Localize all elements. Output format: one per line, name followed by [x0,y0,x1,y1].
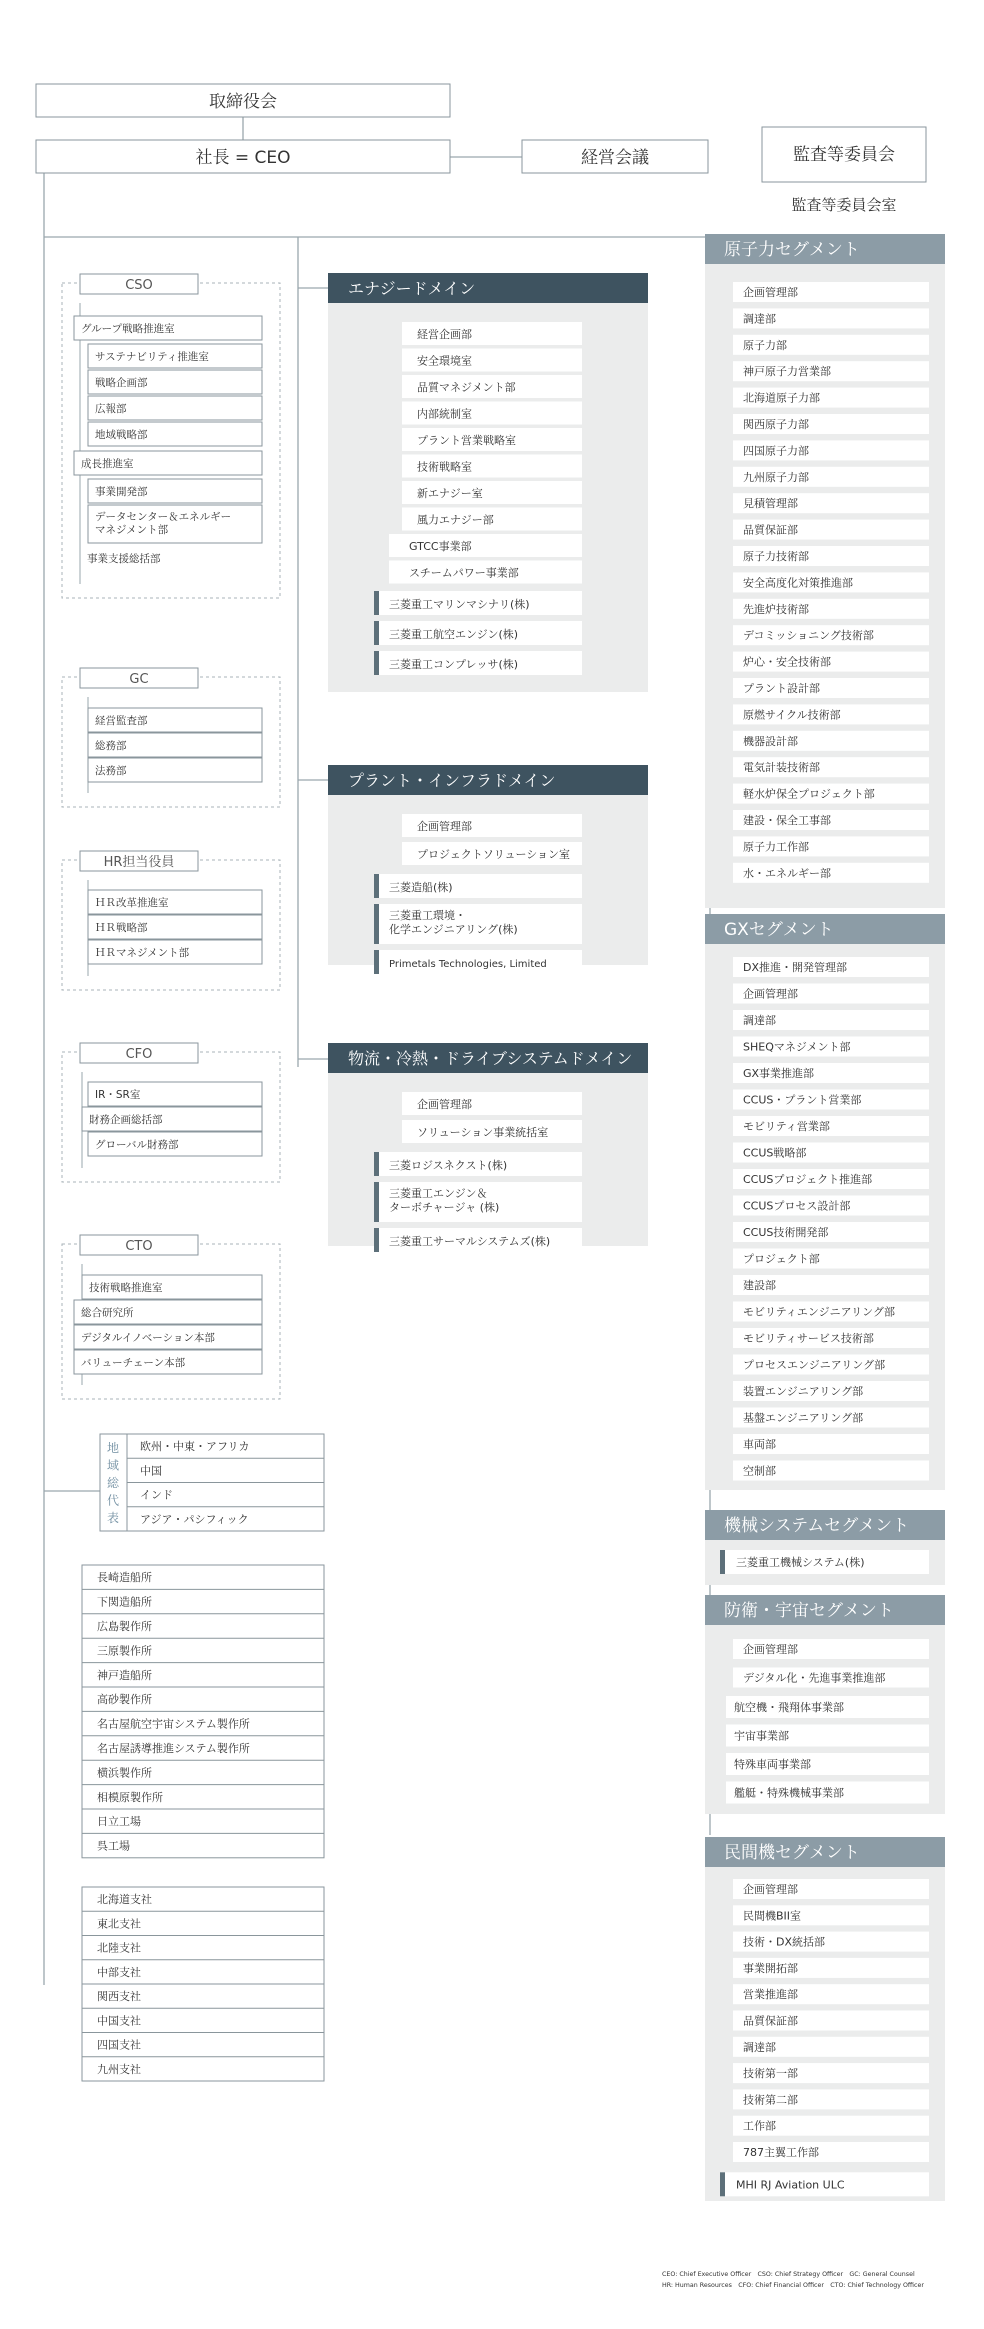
division-label: スチームパワー事業部 [409,566,519,580]
department-label: 経営監査部 [95,715,148,727]
department-label: 車両部 [743,1438,776,1451]
civil-segment [705,1837,945,2201]
department-label: 建設・保全工事部 [743,814,831,827]
group-company-marker [374,1228,379,1252]
list-item-label: 名古屋誘導推進システム製作所 [97,1742,250,1755]
department-label: 総合研究所 [81,1307,134,1319]
division-label: GTCC事業部 [409,540,472,553]
department-label: ＨＲ戦略部 [95,922,148,934]
list-item-label: 中国支社 [97,2014,141,2028]
region-label: 中国 [140,1464,162,1478]
department-label: 品質保証部 [743,523,798,537]
department-label: プロジェクト部 [743,1252,820,1266]
region-label: インド [140,1488,173,1502]
plant-domain [328,765,648,974]
department-label: 建設部 [743,1279,776,1292]
department-label: 技術第二部 [743,2093,798,2107]
department-label: ＨＲ改革推進室 [95,897,169,909]
region-label: アジア・パシフィック [140,1512,249,1526]
department-label: 調達部 [743,2040,776,2054]
footnote-line-2: HR: Human Resources CFO: Chief Financial Officer CTO: Chief Technology Officer [662,2282,924,2289]
department-label: 調達部 [743,1014,776,1027]
region-label: 欧州・中東・アフリカ [140,1440,250,1453]
department-label: 新エナジー室 [417,487,483,500]
management-meeting-label: 経営会議 [581,148,649,168]
group-company-label: 三菱重工サーマルシステムズ(株) [389,1235,551,1248]
department-label: 戦略企画部 [95,377,148,389]
division-label: 艦艇・特殊機械事業部 [734,1786,844,1800]
department-label: 北海道原子力部 [743,391,820,405]
department-label: 原燃サイクル技術部 [743,708,841,722]
department-label: 法務部 [95,765,127,777]
list-item-label: 相模原製作所 [97,1790,163,1804]
logistics-domain-title: 物流・冷熱・ドライブシステムドメイン [348,1049,633,1068]
department-label: 品質保証部 [743,2014,798,2028]
group-company-label: 三菱重工コンプレッサ(株) [389,658,519,671]
department-label: モビリティエンジニアリング部 [743,1305,895,1319]
department-label: ソリューション事業統括室 [417,1126,549,1139]
nuclear-segment-title: 原子力セグメント [724,240,860,260]
cfo-group [62,1043,280,1182]
department-label: 企画管理部 [743,1883,798,1896]
department-label: 風力エナジー部 [417,513,494,527]
list-item-label: 四国支社 [97,2038,141,2052]
gc-group [62,668,280,807]
regional-label: 地域総代表 [106,1441,120,1525]
audit-office-label: 監査等委員会室 [791,196,897,214]
department-label: 安全環境室 [417,354,472,368]
department-label: 企画管理部 [743,987,798,1001]
cto-group-title: CTO [125,1239,153,1254]
list-item-label: 広島製作所 [97,1620,152,1633]
department-label: データセンター＆エネルギーマネジメント部 [95,511,232,537]
department-label: 品質マネジメント部 [417,381,516,394]
department-label: 経営企画部 [417,328,472,341]
group-company-marker [374,621,379,645]
department-label: 安全高度化対策推進部 [743,576,853,590]
list-item-label: 東北支社 [97,1917,141,1931]
defense-segment [705,1595,945,1814]
division-label: 特殊車両事業部 [734,1758,811,1771]
group-company-label: 三菱重工エンジン＆ターボチャージャ (株) [389,1187,500,1214]
group-company-label: 三菱造船(株) [389,881,453,894]
defense-segment-title: 防衛・宇宙セグメント [724,1601,894,1621]
department-label: プロセスエンジニアリング部 [743,1358,886,1372]
department-label: SHEQマネジメント部 [743,1040,851,1054]
department-label: デジタル化・先進事業推進部 [743,1671,886,1685]
department-label: 事業支援総括部 [87,553,161,565]
group-company-marker [374,904,379,944]
department-label: 企画管理部 [417,820,472,833]
board-box [36,84,450,117]
department-label: プロジェクトソリューション室 [417,848,571,861]
list-item-label: 日立工場 [97,1815,141,1829]
nuclear-segment [705,234,945,908]
department-label: 民間機BII室 [743,1909,802,1923]
department-label: 技術・DX統括部 [743,1935,826,1949]
department-label: 装置エンジニアリング部 [743,1385,864,1398]
department-label: プラント設計部 [743,682,820,695]
department-label: 工作部 [743,2119,776,2133]
list-item-label: 北海道支社 [97,1893,152,1907]
cfo-group-title: CFO [125,1047,153,1062]
department-label: CCUS技術開発部 [743,1226,829,1239]
gc-group-title: GC [129,672,149,687]
audit-committee-label: 監査等委員会 [793,145,895,165]
group-company-label: 三菱重工マリンマシナリ(株) [389,598,530,611]
machinery-segment [705,1510,945,1585]
list-item-label: 下関造船所 [97,1595,152,1609]
department-label: 炉心・安全技術部 [743,655,831,669]
list-item-label: 横浜製作所 [97,1766,152,1780]
department-label: グローバル財務部 [95,1139,179,1151]
organization-groups [62,234,945,2201]
department-label: モビリティ営業部 [743,1120,830,1133]
hr-group-title: HR担当役員 [103,855,175,870]
list-item-label: 中部支社 [97,1965,141,1979]
civil-segment-title: 民間機セグメント [724,1843,860,1863]
list-item-label: 高砂製作所 [97,1693,152,1707]
group-company-marker [374,874,379,898]
department-label: CCUS戦略部 [743,1146,807,1160]
energy-domain [328,273,648,692]
department-label: 技術戦略推進室 [89,1282,163,1294]
group-company-marker [374,1182,379,1222]
department-label: 基盤エンジニアリング部 [743,1411,864,1425]
list-item-label: 北陸支社 [97,1941,141,1955]
department-label: 九州原子力部 [743,470,809,484]
group-company-label: 三菱ロジスネクスト(株) [389,1159,508,1172]
department-label: 内部統制室 [417,407,472,421]
regional-representatives [100,1434,324,1531]
department-label: ＨＲマネジメント部 [95,947,190,959]
list-item-label: 名古屋航空宇宙システム製作所 [97,1717,250,1731]
group-company-marker [374,651,379,675]
department-label: 神戸原子力営業部 [743,365,831,379]
department-label: 調達部 [743,312,776,326]
department-label: 成長推進室 [81,458,134,470]
department-label: 企画管理部 [743,286,798,299]
department-label: モビリティサービス技術部 [743,1332,874,1345]
group-company-marker [374,950,379,974]
group-company-label: 三菱重工航空エンジン(株) [389,628,519,641]
energy-domain-title: エナジードメイン [348,279,476,298]
department-label: サステナビリティ推進室 [95,351,209,363]
group-company-marker [374,591,379,615]
hr-group [62,851,280,990]
group-company-label: 三菱重工環境・化学エンジニアリング(株) [389,909,518,936]
department-label: 軽水炉保全プロジェクト部 [743,787,875,801]
department-label: GX事業推進部 [743,1067,815,1080]
machinery-segment-title: 機械システムセグメント [724,1516,910,1536]
department-label: CCUSプロセス設計部 [743,1199,851,1213]
department-label: 財務企画総括部 [89,1114,163,1126]
cso-group-title: CSO [125,278,153,293]
cto-group [62,1235,280,1399]
department-label: CCUS・プラント営業部 [743,1093,862,1107]
group-company-marker [720,1550,725,1574]
department-label: 技術第一部 [743,2067,798,2081]
gx-segment [705,914,945,1490]
list-item-label: 関西支社 [97,1990,141,2004]
group-company-label: 三菱重工機械システム(株) [736,1556,865,1569]
department-label: バリューチェーン本部 [81,1357,186,1369]
department-label: 企画管理部 [417,1098,472,1111]
footnote-line-1: CEO: Chief Executive Officer CSO: Chief Strategy Officer GC: General Counsel [662,2271,915,2278]
department-label: 787主翼工作部 [743,2146,819,2159]
gx-segment-title: GXセグメント [724,920,834,940]
department-label: IR・SR室 [95,1089,141,1101]
plant-domain-title: プラント・インフラドメイン [348,771,556,790]
department-label: 広報部 [95,403,127,415]
department-label: 四国原子力部 [743,444,809,458]
department-label: 原子力技術部 [743,550,809,563]
logistics-domain [328,1043,648,1252]
group-company-marker [374,1152,379,1176]
ceo-label: 社長 = CEO [195,148,291,168]
cso-group [62,274,280,598]
department-label: 先進炉技術部 [743,602,809,616]
audit-committee-box [762,127,926,182]
department-label: 地域戦略部 [95,429,148,441]
department-label: 企画管理部 [743,1643,798,1656]
branches-list [82,1887,324,2081]
department-label: DX推進・開発管理部 [743,961,848,974]
board-label: 取締役会 [209,92,277,112]
department-label: 事業開発部 [95,486,148,498]
department-label: 原子力部 [743,338,787,352]
department-label: 営業推進部 [743,1988,798,2002]
ceo-box [36,140,450,173]
department-label: 機器設計部 [743,734,798,748]
department-label: デコミッショニング技術部 [743,629,874,643]
works-list [82,1565,324,1858]
department-label: CCUSプロジェクト推進部 [743,1173,873,1186]
department-label: プラント営業戦略室 [417,434,516,447]
group-company-marker [720,2172,725,2196]
department-label: 総務部 [95,740,127,752]
department-label: 技術戦略室 [417,460,472,474]
department-label: 電気計装技術部 [743,761,820,775]
list-item-label: 三原製作所 [97,1644,152,1658]
department-label: 関西原子力部 [743,418,809,431]
department-label: 原子力工作部 [743,840,809,854]
management-meeting-box [522,140,708,173]
list-item-label: 神戸造船所 [97,1668,152,1682]
division-label: 宇宙事業部 [734,1729,789,1743]
list-item-label: 長崎造船所 [97,1571,152,1585]
division-label: 航空機・飛翔体事業部 [734,1701,844,1714]
group-company-label: MHI RJ Aviation ULC [736,2178,845,2192]
department-label: 空制部 [743,1464,776,1478]
list-item-label: 九州支社 [97,2062,141,2076]
department-label: 見積管理部 [743,497,798,511]
group-company-label: Primetals Technologies, Limited [389,959,547,970]
list-item-label: 呉工場 [97,1839,130,1853]
department-label: 事業開拓部 [743,1961,798,1975]
department-label: デジタルイノベーション本部 [81,1332,215,1344]
department-label: 水・エネルギー部 [743,866,831,880]
department-label: グループ戦略推進室 [81,323,175,335]
